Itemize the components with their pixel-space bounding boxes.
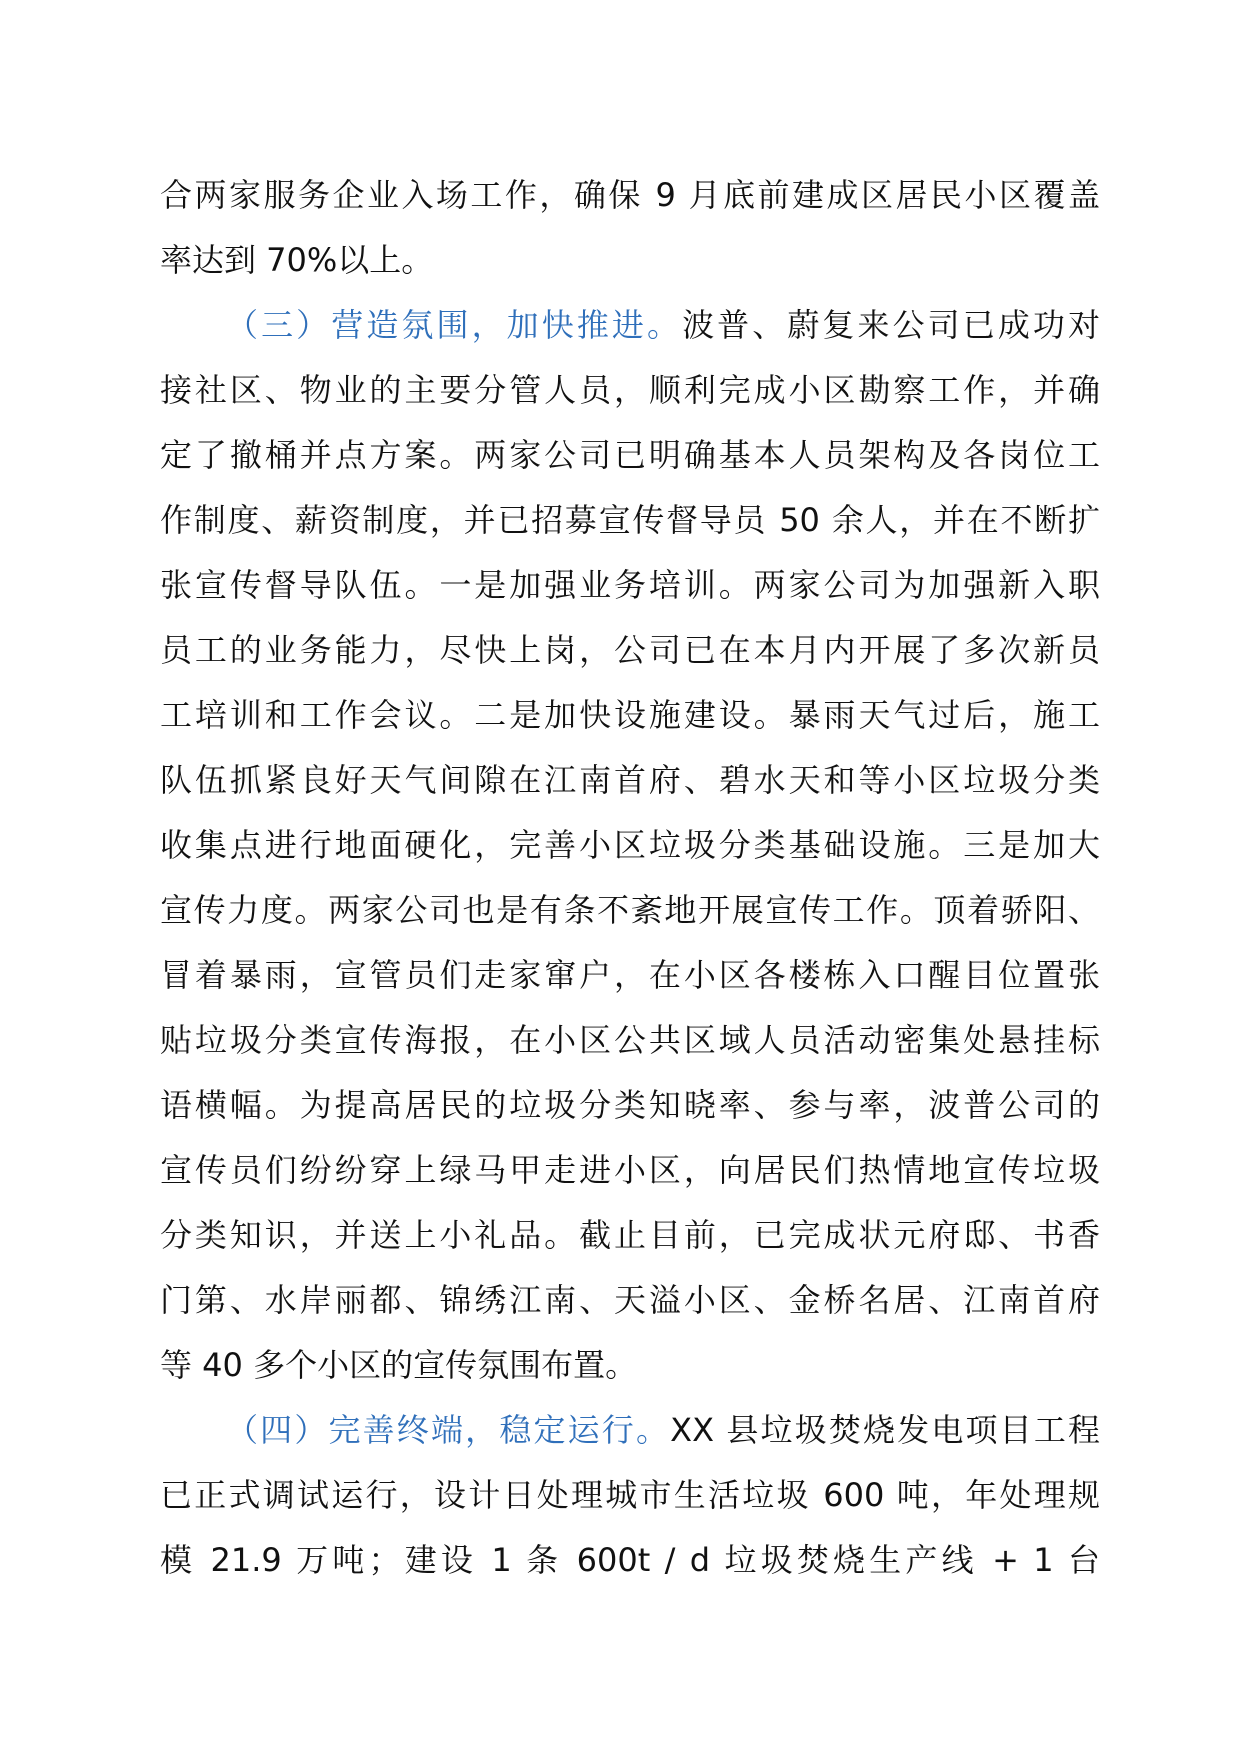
text-line: 接社区、物业的主要分管人员，顺利完成小区勘察工作，并确: [160, 371, 1100, 409]
document-page: [160, 163, 1100, 1593]
text-line: 作制度、薪资制度，并已招募宣传督导员 50 余人，并在不断扩: [160, 501, 1100, 539]
text-line: 合两家服务企业入场工作，确保 9 月底前建成区居民小区覆盖: [160, 176, 1100, 214]
text-line: 定了撤桶并点方案。两家公司已明确基本人员架构及各岗位工: [160, 436, 1100, 474]
text-line: 贴垃圾分类宣传海报，在小区公共区域人员活动密集处悬挂标: [160, 1021, 1100, 1059]
text-line: 宣传力度。两家公司也是有条不紊地开展宣传工作。顶着骄阳、: [160, 891, 1100, 929]
text-line: 张宣传督导队伍。一是加强业务培训。两家公司为加强新入职: [160, 566, 1100, 604]
text-line: 员工的业务能力，尽快上岗，公司已在本月内开展了多次新员: [160, 631, 1100, 669]
text-line: 门第、水岸丽都、锦绣江南、天溢小区、金桥名居、江南首府: [160, 1281, 1100, 1319]
section-heading-4: （四）完善终端，稳定运行。: [226, 1411, 671, 1449]
text-line: 已正式调试运行，设计日处理城市生活垃圾 600 吨，年处理规: [160, 1476, 1100, 1514]
text-span: 波普、蔚复来公司已成功对: [682, 306, 1100, 344]
text-line: 收集点进行地面硬化，完善小区垃圾分类基础设施。三是加大: [160, 826, 1100, 864]
text-line: 宣传员们纷纷穿上绿马甲走进小区，向居民们热情地宣传垃圾: [160, 1151, 1100, 1189]
text-line: 等 40 多个小区的宣传氛围布置。: [160, 1346, 638, 1384]
text-line: 语横幅。为提高居民的垃圾分类知晓率、参与率，波普公司的: [160, 1086, 1100, 1124]
section-3-first-line: [160, 293, 1100, 358]
text-line: 冒着暴雨，宣管员们走家窜户，在小区各楼栋入口醒目位置张: [160, 956, 1100, 994]
text-line: 模 21.9 万吨；建设 1 条 600t / d 垃圾焚烧生产线 + 1 台: [160, 1541, 1100, 1579]
text-line: 工培训和工作会议。二是加快设施建设。暴雨天气过后，施工: [160, 696, 1100, 734]
text-line: 队伍抓紧良好天气间隙在江南首府、碧水天和等小区垃圾分类: [160, 761, 1100, 799]
text-line: 分类知识，并送上小礼品。截止目前，已完成状元府邸、书香: [160, 1216, 1100, 1254]
section-4-first-line: [160, 1398, 1100, 1463]
text-line: 率达到 70%以上。: [160, 241, 434, 279]
section-heading-3: （三）营造氛围，加快推进。: [226, 306, 683, 344]
text-span: XX 县垃圾焚烧发电项目工程: [670, 1411, 1100, 1449]
